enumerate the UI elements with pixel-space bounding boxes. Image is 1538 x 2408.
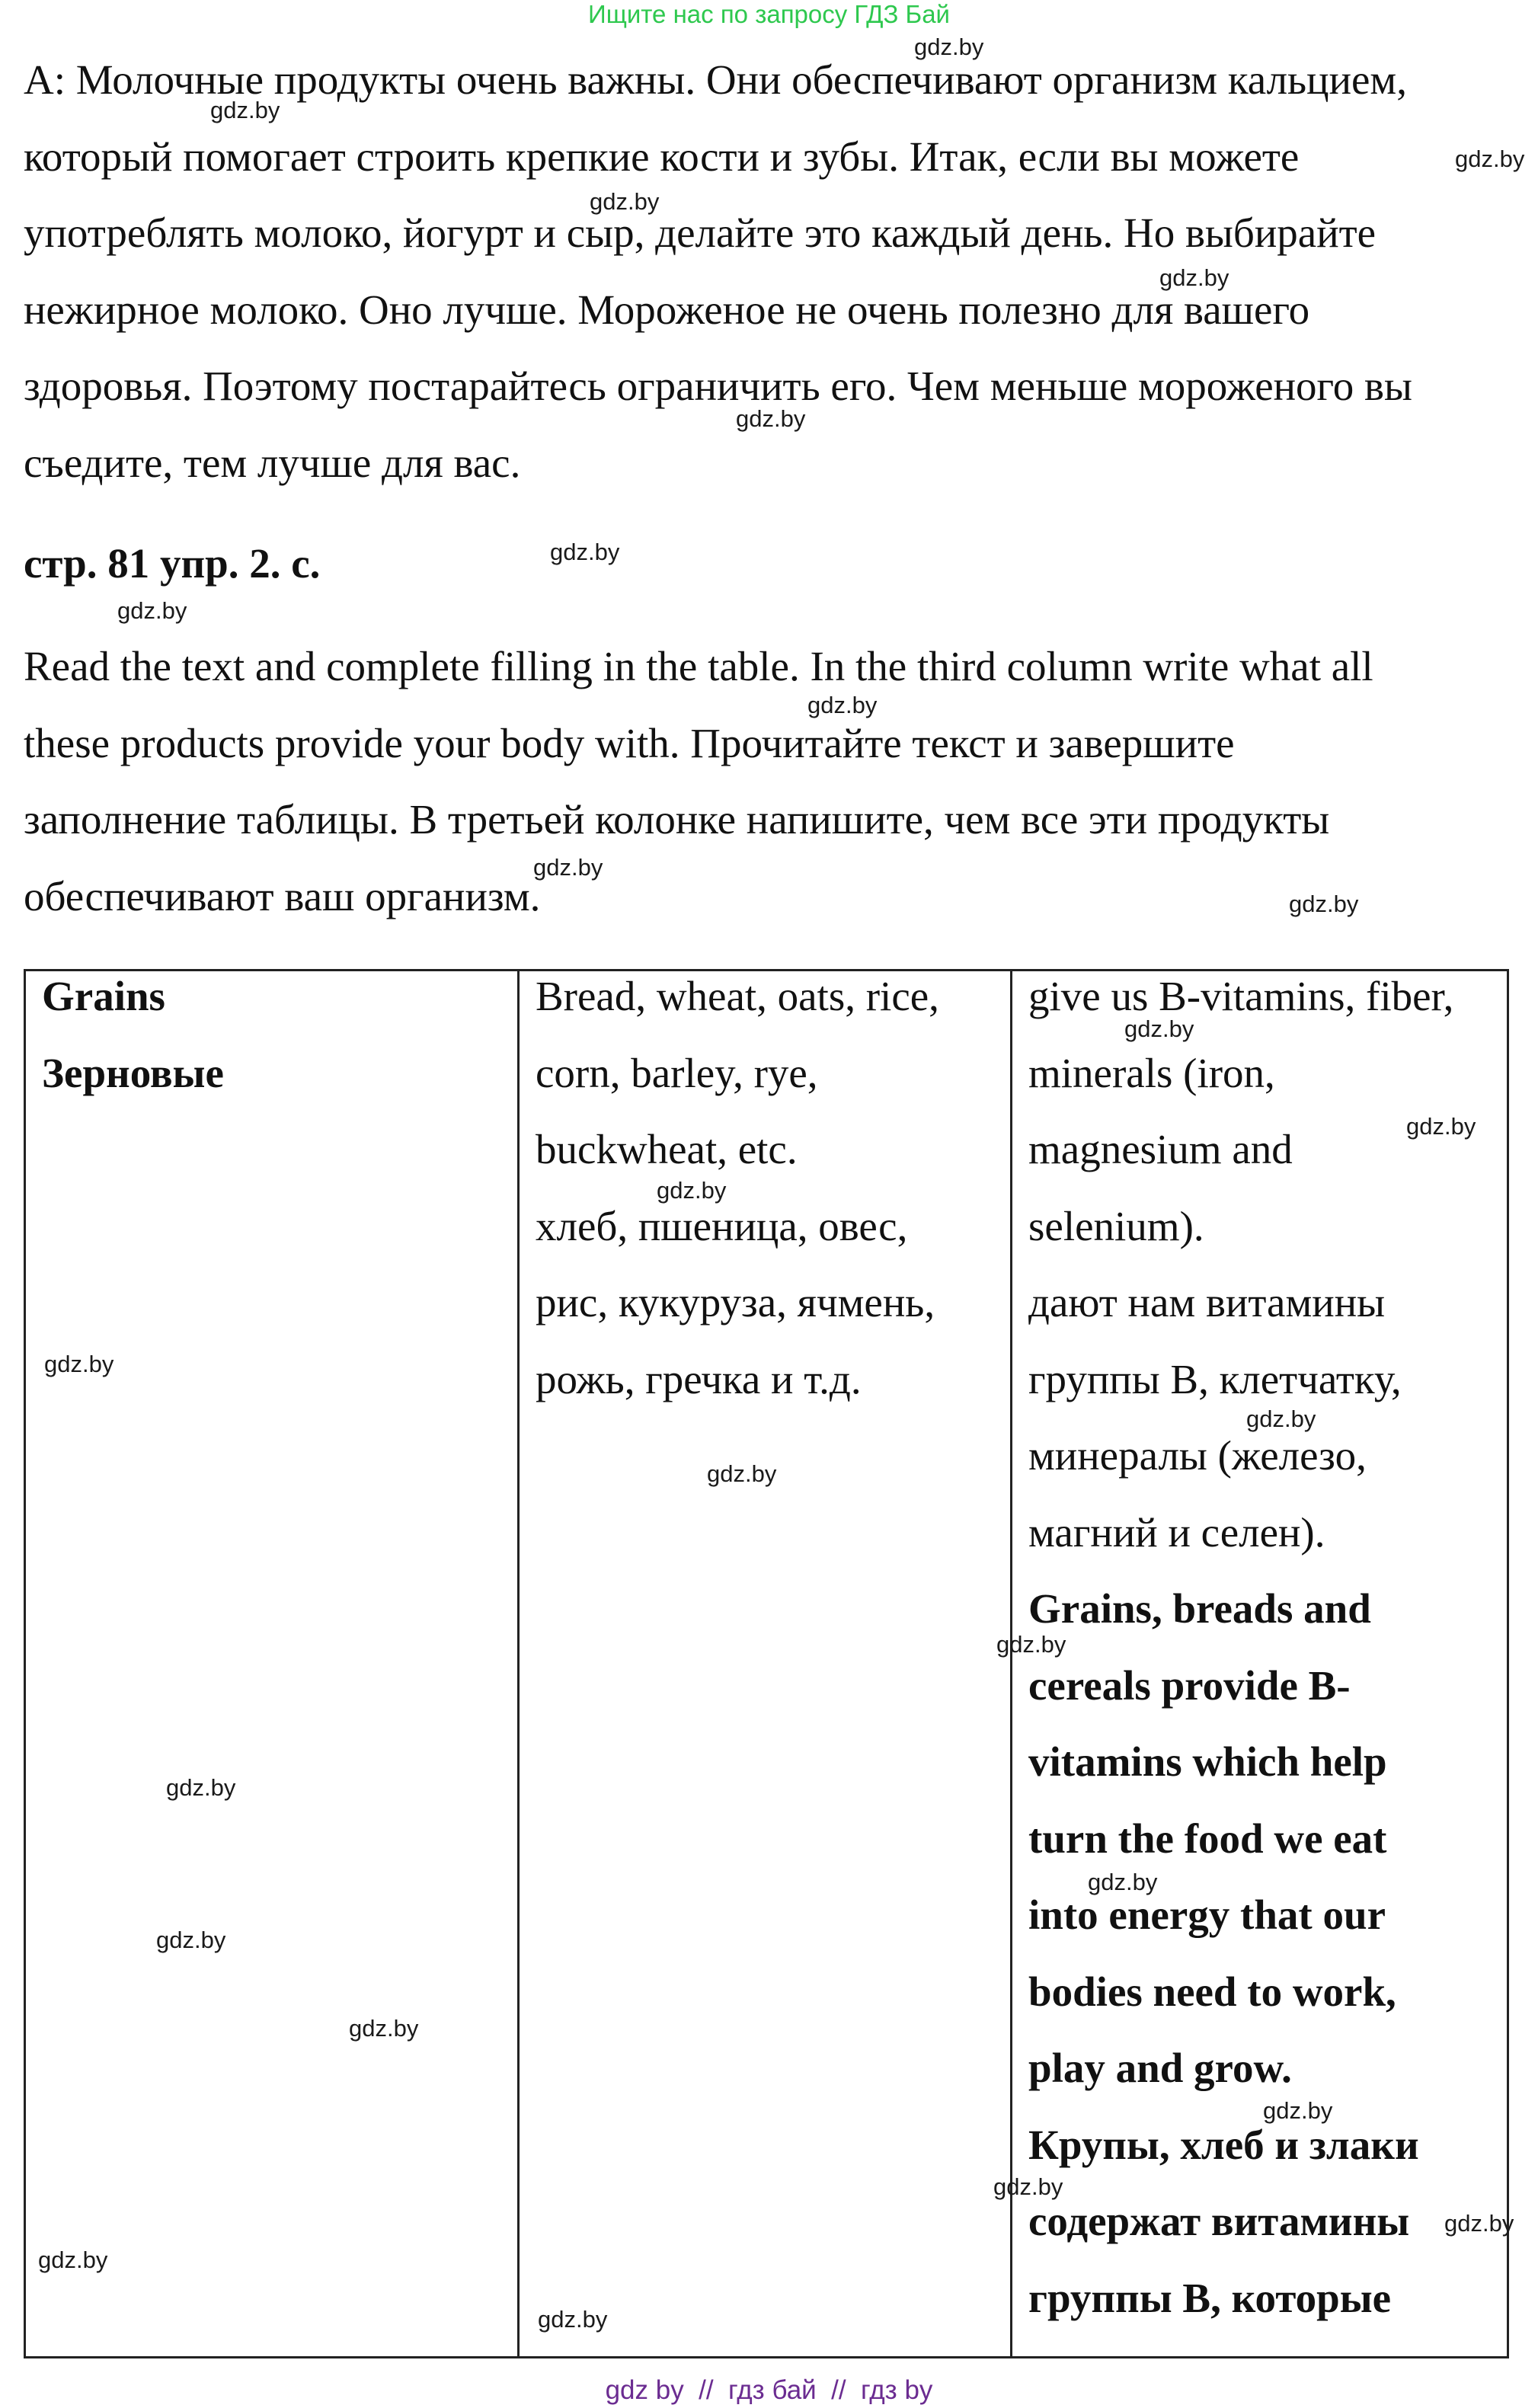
benefits-bold-line: play and grow. [1028, 2045, 1292, 2091]
watermark: gdz.by [1289, 891, 1359, 917]
footer-links: gdz by // гдз бай // гдз by [605, 2375, 933, 2405]
search-banner: Ищите нас по запросу ГДЗ Бай [588, 0, 950, 28]
watermark: gdz.by [44, 1351, 114, 1377]
watermark: gdz.by [993, 2173, 1063, 2200]
table-cell-examples [536, 958, 939, 1418]
watermark: gdz.by [533, 854, 603, 881]
watermark: gdz.by [1088, 1869, 1158, 1895]
category-name-ru: Зерновые [42, 1049, 224, 1096]
examples-line: Bread, wheat, oats, rice, [536, 973, 939, 1019]
benefits-bold-line: Grains, breads and [1028, 1585, 1371, 1632]
watermark: gdz.by [736, 405, 806, 432]
examples-line: buckwheat, etc. [536, 1126, 798, 1172]
intro-line: A: Молочные продукты очень важны. Они обеспечивают организм кальцием, [24, 56, 1407, 103]
benefits-bold-line: Крупы, хлеб и злаки [1028, 2121, 1419, 2168]
table-cell-category [42, 958, 224, 1111]
watermark: gdz.by [117, 597, 187, 624]
benefits-bold-line: cereals provide B- [1028, 1661, 1351, 1709]
watermark: gdz.by [1263, 2097, 1333, 2124]
examples-line: рожь, гречка и т.д. [536, 1355, 862, 1402]
table-divider [1010, 969, 1012, 2358]
benefits-bold-line: группы B, которые [1028, 2274, 1392, 2321]
watermark: gdz.by [349, 2015, 419, 2042]
watermark: gdz.by [1246, 1405, 1316, 1432]
benefits-line: minerals (iron, [1028, 1049, 1275, 1096]
watermark: gdz.by [550, 539, 620, 565]
examples-line: corn, barley, rye, [536, 1049, 818, 1096]
category-name-en: Grains [42, 973, 165, 1019]
benefits-bold-line: turn the food we eat [1028, 1815, 1387, 1862]
benefits-bold-line: vitamins which help [1028, 1738, 1387, 1785]
intro-line: употреблять молоко, йогурт и сыр, делайте это каждый день. Но выбирайте [24, 209, 1377, 256]
watermark: gdz.by [210, 97, 280, 123]
task-line: these products provide your body with. Прочитайте текст и завершите [24, 719, 1235, 766]
benefits-line: give us B-vitamins, fiber, [1028, 973, 1454, 1019]
examples-line: рис, кукуруза, ячмень, [536, 1279, 935, 1326]
benefits-line: magnesium and [1028, 1126, 1293, 1172]
intro-line: который помогает строить крепкие кости и зубы. Итак, если вы можете [24, 133, 1300, 180]
watermark: gdz.by [1124, 1015, 1194, 1042]
intro-line: здоровья. Поэтому постарайтесь ограничить его. Чем меньше мороженого вы [24, 363, 1412, 409]
intro-line: нежирное молоко. Оно лучше. Мороженое не очень полезно для вашего [24, 286, 1310, 333]
table-cell-benefits [1028, 958, 1453, 2336]
watermark: gdz.by [807, 692, 878, 718]
task-line: заполнение таблицы. В третьей колонке напишите, чем все эти продукты [24, 796, 1330, 843]
intro-line: съедите, тем лучше для вас. [24, 439, 521, 486]
watermark: gdz.by [166, 1774, 236, 1801]
exercise-heading: стр. 81 упр. 2. с. [24, 540, 321, 587]
watermark: gdz.by [1406, 1113, 1476, 1140]
benefits-line: магний и селен). [1028, 1508, 1325, 1556]
watermark: gdz.by [1455, 146, 1525, 172]
task-line: Read the text and complete filling in the table. In the third column write what all [24, 643, 1373, 689]
benefits-bold-line: bodies need to work, [1028, 1968, 1396, 2015]
watermark: gdz.by [156, 1927, 226, 1953]
benefits-line: selenium). [1028, 1202, 1204, 1249]
benefits-line: группы B, клетчатку, [1028, 1355, 1402, 1402]
watermark: gdz.by [1159, 264, 1229, 291]
benefits-line: минералы (железо, [1028, 1432, 1367, 1479]
watermark: gdz.by [996, 1631, 1066, 1658]
watermark: gdz.by [914, 34, 984, 60]
benefits-bold-line: into energy that our [1028, 1892, 1386, 1938]
benefits-line: дают нам витамины [1028, 1279, 1386, 1326]
table-divider [517, 969, 520, 2358]
watermark: gdz.by [38, 2247, 108, 2273]
watermark: gdz.by [1444, 2210, 1514, 2237]
watermark: gdz.by [707, 1460, 777, 1487]
watermark: gdz.by [538, 2306, 608, 2333]
examples-line: хлеб, пшеница, овес, [536, 1202, 908, 1249]
task-line: обеспечивают ваш организм. [24, 872, 541, 919]
watermark: gdz.by [590, 188, 660, 215]
task-paragraph [24, 628, 1517, 935]
watermark: gdz.by [657, 1177, 727, 1204]
benefits-bold-line: содержат витамины [1028, 2198, 1410, 2244]
